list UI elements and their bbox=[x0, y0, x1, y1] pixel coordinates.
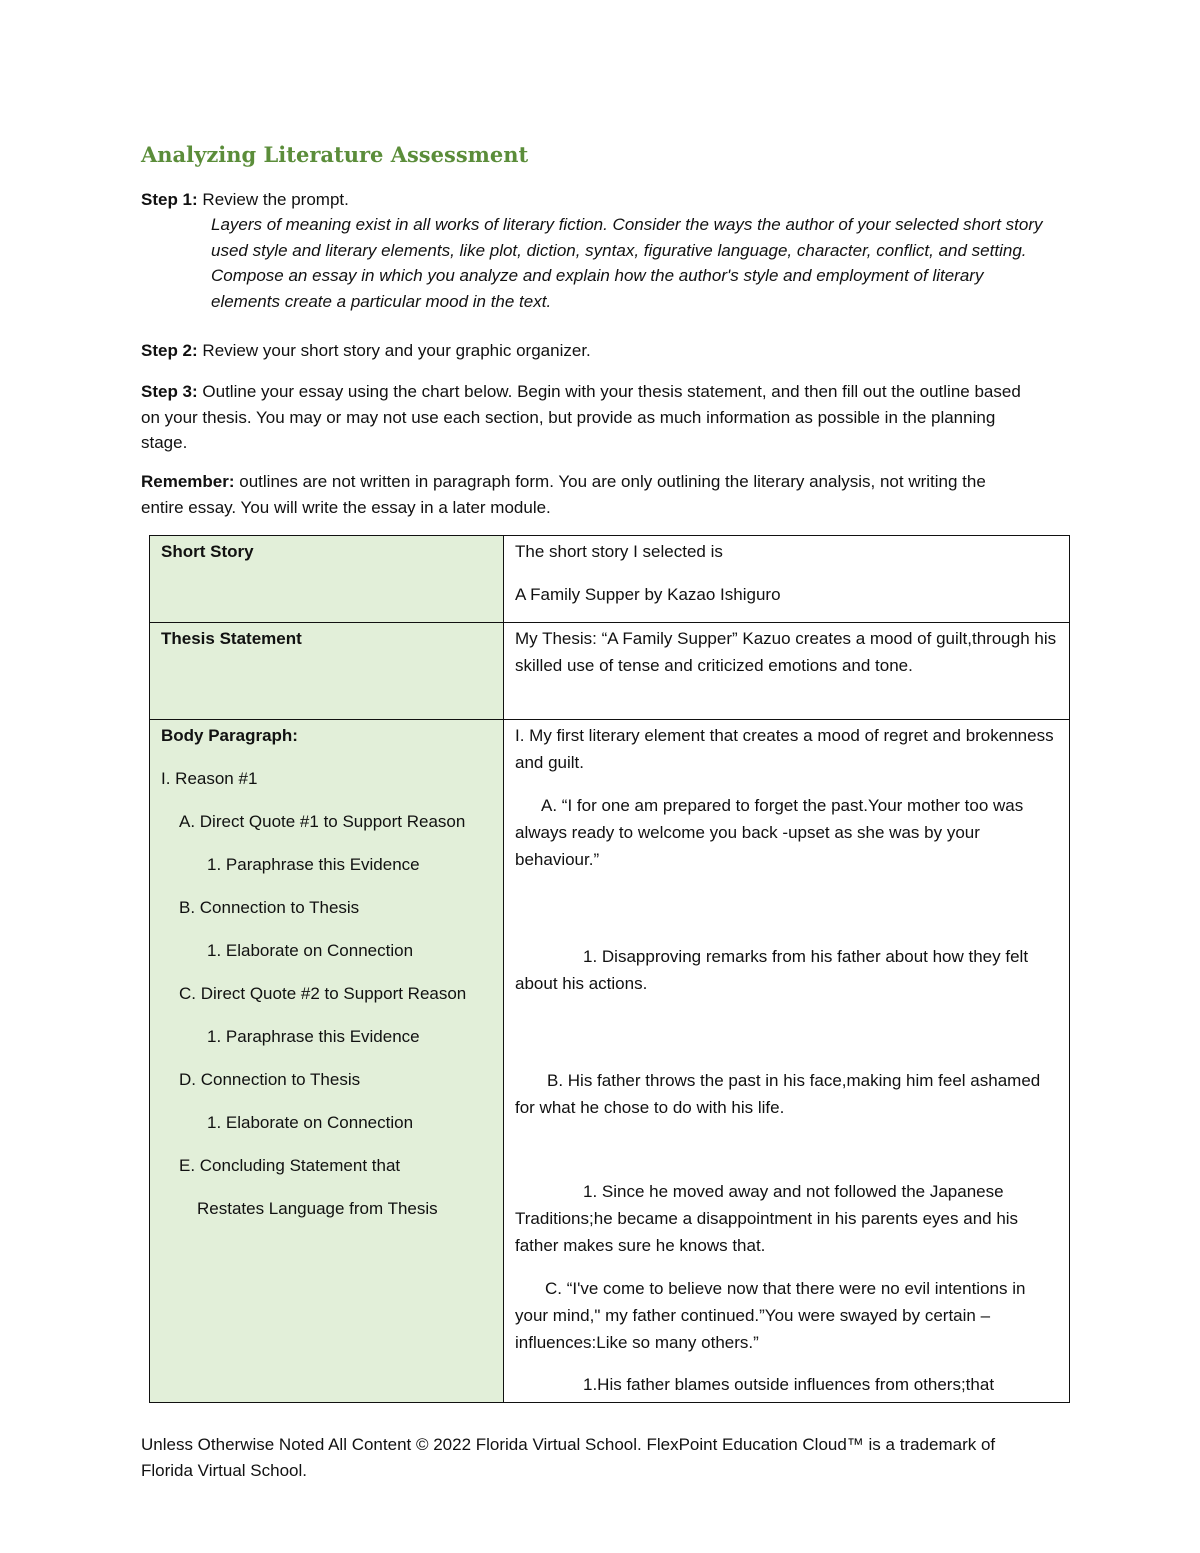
outline-item: E. Concluding Statement that bbox=[179, 1156, 401, 1175]
step-1-label: Step 1: bbox=[141, 190, 198, 209]
response-item: I. My first literary element that creates a mood of regret and brokenness and guilt. bbox=[515, 726, 1054, 772]
outline-item: 1. Elaborate on Connection bbox=[207, 1113, 414, 1132]
thesis-answer-cell bbox=[504, 623, 1070, 720]
step-1 bbox=[141, 187, 1021, 213]
table-row-thesis bbox=[150, 623, 1070, 720]
short-story-label-cell bbox=[150, 536, 504, 623]
remember-note bbox=[141, 469, 1021, 520]
short-story-answer-cell bbox=[504, 536, 1070, 623]
outline-item: B. Connection to Thesis bbox=[179, 898, 360, 917]
outline-item: 1. Paraphrase this Evidence bbox=[207, 855, 420, 874]
outline-item: C. Direct Quote #2 to Support Reason bbox=[179, 984, 467, 1003]
response-item: B. His father throws the past in his face,making him feel ashamed for what he chose to do with his life. bbox=[515, 1071, 1041, 1117]
thesis-label-cell bbox=[150, 623, 504, 720]
thesis-label: Thesis Statement bbox=[161, 629, 302, 648]
short-story-line-2: A Family Supper by Kazao Ishiguro bbox=[515, 585, 781, 604]
outline-item: Restates Language from Thesis bbox=[197, 1199, 438, 1218]
page-title: Analyzing Literature Assessment bbox=[141, 142, 529, 167]
response-item: A. “I for one am prepared to forget the past.Your mother too was always ready to welcome you back -upset as she was by your behaviour.” bbox=[515, 796, 1024, 869]
outline-item: A. Direct Quote #1 to Support Reason bbox=[179, 812, 466, 831]
body-label-cell bbox=[150, 720, 504, 1403]
outline-item: 1. Paraphrase this Evidence bbox=[207, 1027, 420, 1046]
remember-label: Remember: bbox=[141, 472, 235, 491]
copyright-footer: Unless Otherwise Noted All Content © 2022 Florida Virtual School. FlexPoint Education Cloud™ is a trademark of Florida Virtual School. bbox=[141, 1435, 996, 1480]
step-3-text: Outline your essay using the chart below. Begin with your thesis statement, and then fill out the outline based on your thesis. You may or may not use each section, but provide as much information as possible in the planning stage. bbox=[141, 382, 1021, 452]
response-item: C. “I've come to believe now that there were no evil intentions in your mind," my father continued.”You were swayed by certain –influences:Like so many others.” bbox=[515, 1279, 1026, 1352]
response-item: 1. Disapproving remarks from his father about how they felt about his actions. bbox=[515, 947, 1029, 993]
step-2-text: Review your short story and your graphic organizer. bbox=[197, 341, 591, 360]
outline-item: D. Connection to Thesis bbox=[179, 1070, 361, 1089]
step-3-label: Step 3: bbox=[141, 382, 198, 401]
response-item: 1. Since he moved away and not followed the Japanese Traditions;he became a disappointment in his parents eyes and his father makes sure he knows that. bbox=[515, 1182, 1019, 1255]
short-story-line-1: The short story I selected is bbox=[515, 542, 723, 561]
outline-table bbox=[149, 535, 1070, 1403]
remember-text: outlines are not written in paragraph form. You are only outlining the literary analysis, not writing the entire essay. You will write the essay in a later module. bbox=[141, 472, 986, 517]
body-answer-cell bbox=[504, 720, 1070, 1403]
outline-item: I. Reason #1 bbox=[161, 769, 258, 788]
short-story-label: Short Story bbox=[161, 542, 254, 561]
response-item: 1.His father blames outside influences from others;that bbox=[583, 1375, 995, 1394]
step-2-label: Step 2: bbox=[141, 341, 198, 360]
step-2 bbox=[141, 338, 1021, 364]
table-row-short-story bbox=[150, 536, 1070, 623]
table-row-body bbox=[150, 720, 1070, 1403]
outline-item: 1. Elaborate on Connection bbox=[207, 941, 414, 960]
thesis-text: My Thesis: “A Family Supper” Kazuo creates a mood of guilt,through his skilled use of tense and criticized emotions and tone. bbox=[515, 629, 1057, 675]
prompt-text: Layers of meaning exist in all works of literary fiction. Consider the ways the author of your selected short story used style and literary elements, like plot, diction, syntax, figurative language, character, conflict, and setting. Compose an essay in which you analyze and explain how the author's style and employment of literary elements create a particular mood in the text. bbox=[211, 215, 1043, 311]
step-3 bbox=[141, 379, 1021, 456]
body-label: Body Paragraph: bbox=[161, 726, 298, 745]
step-1-text: Review the prompt. bbox=[197, 190, 349, 209]
